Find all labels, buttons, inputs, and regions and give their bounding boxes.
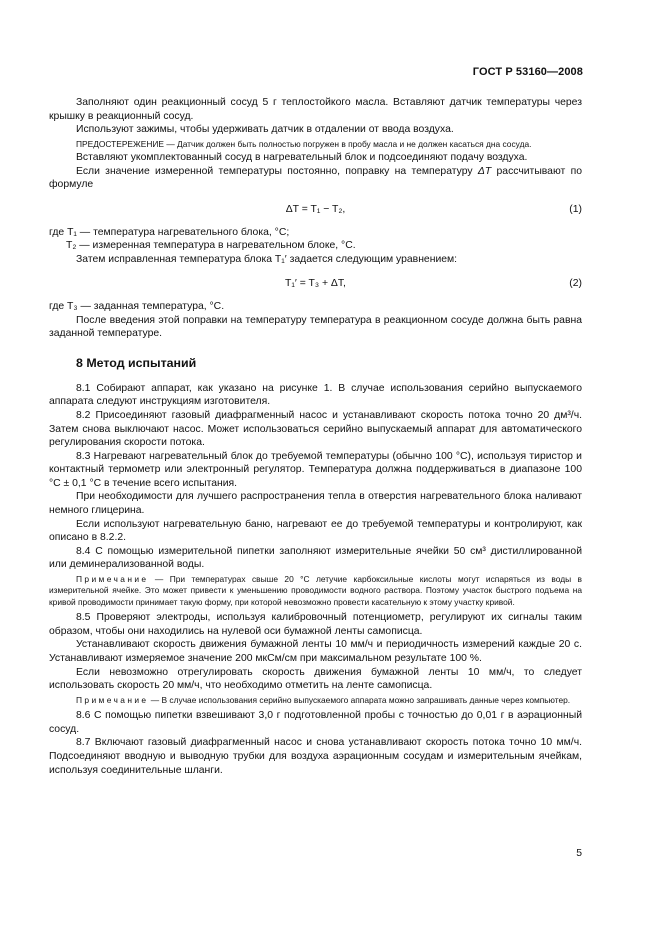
paragraph-corrected-temp: Затем исправленная температура блока T₁′ задается следующим уравнением: — [76, 253, 458, 265]
clause-8-2: 8.2 Присоединяют газовый диафрагменный насос и устанавливают скорость потока точно 20 дм³/ч. Затем снова выключают насос. Может использоваться серийно выпускаемый аппарат для автоматического регулирования скорости потока. — [49, 409, 582, 449]
formula-2-expression: T₁′ = T₃ + ΔT, — [285, 278, 346, 290]
clause-8-3: 8.3 Нагревают нагревательный блок до требуемой температуры (обычно 100 °С), используя тиристор и контактный термометр или электронный регулятор. Температура должна поддерживаться в диапазоне 100 °С ± 0,1 °С в течение всего испытания. — [49, 450, 582, 489]
where-t3: где T₃ — заданная температура, °С. — [49, 300, 225, 312]
clause-8-1: 8.1 Собирают аппарат, как указано на рисунке 1. В случае использования серийно выпускаемого аппарата следуют инструкциям изготовителя. — [49, 382, 582, 408]
note-1 — [49, 574, 582, 608]
clause-8-5-fallback: Если невозможно отрегулировать скорость движения бумажной ленты 10 мм/ч, то следует использовать скорость 20 мм/ч, что необходимо отметить на ленте самописца. — [49, 666, 582, 692]
clause-8-6: 8.6 С помощью пипетки взвешивают 3,0 г подготовленной пробы с точностью до 0,01 г в аэрационный сосуд. — [49, 710, 582, 735]
note-1-text: — При температурах свыше 20 °С летучие карбоксильные кислоты могут испаряться из воды в измерительной ячейке. Это может привести к уменьшению проводимости водного раствора. Поэтому участок быстрого подъема на кривой проводимости принимает такую форму, при которой невозможно провести касательную к этому участку кривой. — [49, 574, 582, 607]
paragraph-after-correction: После введения этой поправки на температуру температура в реакционном сосуде должна быть равна заданной температуре. — [49, 314, 582, 340]
correction-intro-tail: рассчитывают по формуле — [49, 165, 582, 191]
paragraph-correction-intro — [49, 165, 582, 192]
correction-intro-text: Если значение измеренной температуры постоянно, поправку на температуру — [76, 165, 478, 177]
where-t1-text: T₁ — температура нагревательного блока, °С; — [67, 226, 290, 238]
warning-note: ПРЕДОСТЕРЕЖЕНИЕ — Датчик должен быть полностью погружен в пробу масла и не должен касаться дна сосуда. — [76, 138, 532, 149]
formula-2-number: (2) — [569, 278, 582, 290]
clause-8-3-glycerin: При необходимости для лучшего распространения тепла в отверстия нагревательного блока наливают немного глицерина. — [49, 491, 582, 517]
clause-8-5-speed: Устанавливают скорость движения бумажной ленты 10 мм/ч и периодичность измерений каждые 20 с. Устанавливают измеряемое значение 200 мкСм/см при максимальном результате 100 %. — [49, 639, 582, 665]
note-2 — [49, 695, 582, 706]
paragraph-clamps: Используют зажимы, чтобы удерживать датчик в отдалении от ввода воздуха. — [76, 124, 454, 136]
formula-1-expression: ΔT = T₁ − T₂, — [285, 203, 346, 215]
note-2-text: — В случае использования серийно выпускаемого аппарата можно запрашивать данные через компьютер. — [148, 694, 571, 705]
paragraph-fill-vessel: Заполняют один реакционный сосуд 5 г теплостойкого масла. Вставляют датчик температуры через крышку в реакционный сосуд. — [49, 97, 582, 122]
note-1-label: Примечание — [76, 574, 149, 585]
where-t2: T₂ — измеренная температура в нагревательном блоке, °С. — [66, 240, 356, 252]
formula-2 — [49, 277, 582, 291]
clause-8-3-bath: Если используют нагревательную баню, нагревают ее до требуемой температуры и контролируют, как описано в 8.2.2. — [49, 518, 582, 544]
where-lead: где — [49, 226, 68, 238]
clause-8-5: 8.5 Проверяют электроды, используя калибровочный потенциометр, регулируют их сигналы таким образом, чтобы они находились на нулевой оси бумажной ленты самописца. — [49, 612, 582, 637]
formula-1 — [49, 203, 582, 217]
delta-t-symbol: ΔT — [477, 165, 492, 177]
section-8-title: 8 Метод испытаний — [76, 355, 197, 370]
clause-8-4: 8.4 С помощью измерительной пипетки заполняют измерительные ячейки 50 см³ дистиллированной или деминерализованной воды. — [49, 545, 582, 571]
paragraph-insert-vessel: Вставляют укомплектованный сосуд в нагревательный блок и подсоединяют подачу воздуха. — [76, 152, 528, 164]
formula-1-number: (1) — [569, 203, 582, 215]
where-t1 — [49, 226, 582, 240]
note-2-label: Примечание — [76, 694, 149, 705]
document-header: ГОСТ Р 53160—2008 — [472, 66, 583, 78]
page-number: 5 — [576, 848, 582, 859]
document-body — [49, 96, 582, 777]
clause-8-7: 8.7 Включают газовый диафрагменный насос и снова устанавливают скорость потока точно 10 мм/ч. Подсоединяют вводную и выводную трубки для воздуха аэрационным сосудам и измерительным ячейкам, используя соединительные шланги. — [49, 737, 582, 776]
